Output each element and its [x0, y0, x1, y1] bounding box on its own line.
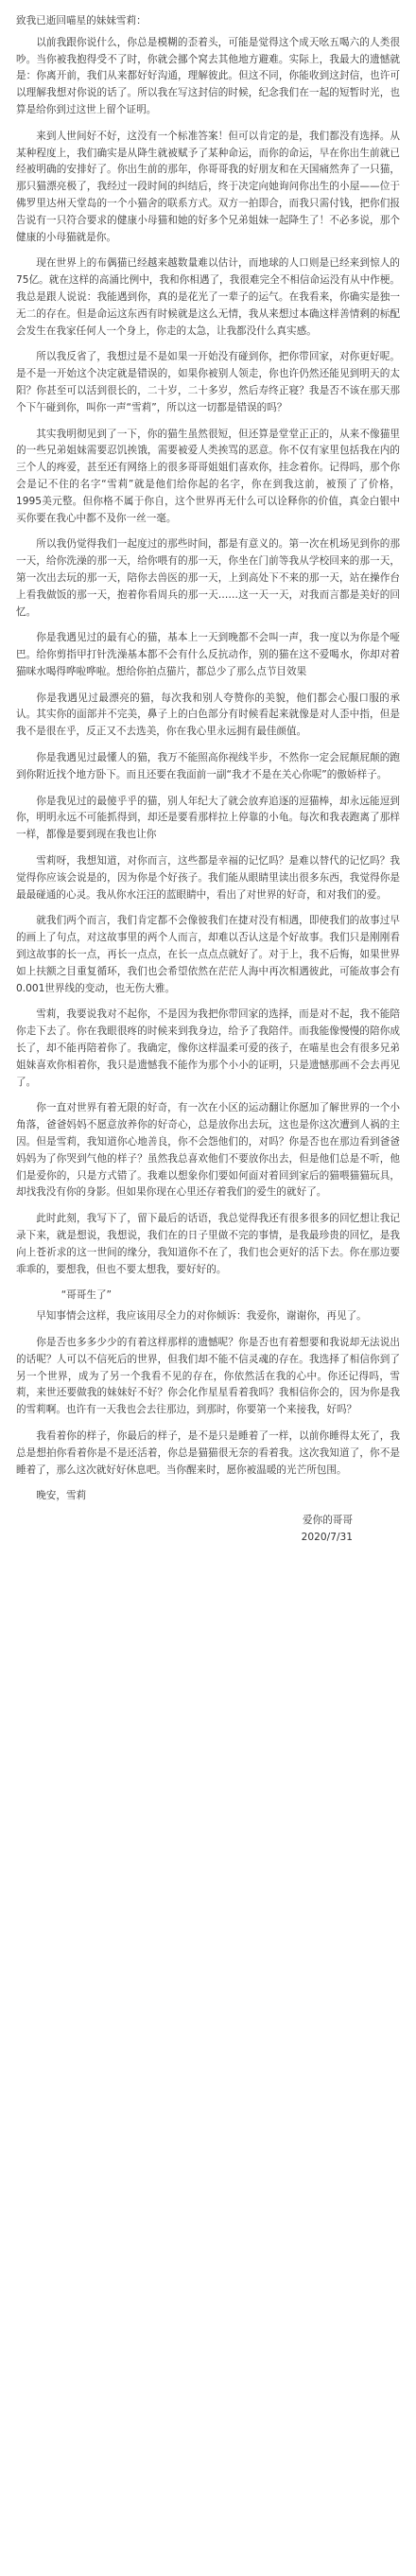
- letter-paragraph: 现在世界上的布偶猫已经越来越数量难以估计，而地球的人口则是已经来到惊人的75亿。就在这样的高涌比例中，我和你相遇了，我很难完全不相信命运没有从中作梗。我总是跟人说说：我能遇到你，真的是花光了一辈子的运气。在我看来，你确实是独一无二的存在。但是命运这东西有时候就是这么无情，我从来想过本确这样善情剩的标配会发生在我家任何人一个身上，你走的太急，让我都没什么真实感。: [16, 257, 400, 337]
- letter-paragraph: 你一直对世界有着无限的好奇，有一次在小区的运动翻让你愿加了解世界的一个小角落，爸爸妈妈不愿意放养你的好奇心，总是放你出去玩，这也是你这次遭到人祸的主因。但是雪莉，我知道你心地善良，你不会怨他们的，对吗？你是否也在那边看到爸爸妈妈为了你哭到气他的样子？虽然我总喜欢他们不要放你出去，但是他们总是不听，他们是爱你的，只是方式错了。我难以想象你们要如何面对着回到家后的猫喂猫猫玩具，却找我没有你的身影。但如果你现在心里还存着我们的爱生的就好了。: [16, 1102, 400, 1199]
- letter-paragraph: 你是我遇见过最漂亮的猫，每次我和别人夸赞你的美貌，他们都会心服口服的承认。其实你的面部并不完美，鼻子上的白色部分有时候看起来就像是对人歪中指，但是我不是很在乎，反正又不去选美，你在我心里永远拥有最佳颜值。: [16, 692, 400, 738]
- letter-paragraph: 你是我遇见过最懂人的猫，我万不能照高你视线半步，不然你一定会屁颠屁颠的跑到你附近找个地方卧下。而且还要在我面前一副“我才不是在关心你呢”的傲娇样子。: [16, 752, 400, 780]
- letter-paragraph: 你是我遇见过的最有心的猫，基本上一天到晚都不会叫一声，我一度以为你是个哑巴。给你剪指甲打针洗澡基本都不会有什么反抗动作，别的猫在这不爱喝水，你却对着猫咪水喝得哗啦哗啦。想给你拍点猫片，都总少了那么点节目效果: [16, 632, 400, 677]
- letter-paragraph: 此时此刻，我写下了，留下最后的话语，我总觉得我还有很多很多的回忆想让我记录下来，就是想说，我想说，我们在的日子里做不完的事情，是我最珍贵的回忆，是我向上苍祈求的这一世间的缘分，我知道你不在了，我们也会更好的活下去。你在那边要乖乖的，要想我，但也不要太想我，要好好的。: [16, 1213, 400, 1275]
- letter-paragraph: 就我们两个而言，我们肯定都不会像彼我们在捷对没有相遇，即使我们的故事过早的画上了句点，对这故事里的两个人而言，却难以否认这是个好故事。我们只是刚刚看到这故事的长一点，再长一点点，在长一点点点就好了。对于上，我不后悔，如果世界如上扶额之目重复循环，我们也会希望依然在茫茫人海中再次相遇彼此，可能故事会有0.001世界线的变动，也无伤大雅。: [16, 915, 400, 994]
- letter-paragraph: 来到人世间好不好，这没有一个标准答案！但可以肯定的是，我们都没有选择。从某种程度上，我们确实是从降生就被赋予了某种命运，而你的命运，早在你出生前就已经被明确的安排好了。你出生前的那年，你哥哥我的好朋友和在天国痛然奔了一只猫，那只猫漂亮极了，我经过一段时间的纠结后，终于决定向她询问你出生的小屋——位于佛罗里达州天堂岛的一个小猫舍的联系方式。双方一拍即合，而我只需付钱，把你们报告说有一只符合要求的健康小母猫和她的好多个兄弟姐妹一起降生了！不必多说，那个健康的小母猫就是你。: [16, 130, 400, 243]
- letter-paragraph: 所以我仍觉得我们一起度过的那些时间，都是有意义的。第一次在机场见到你的那一天，给你洗澡的那一天，给你喂有的那一天，你坐在门前等我从学校回来的那一天，第一次出去玩的那一天，陪你去兽医的那一天，上到高处下不来的那一天，站在操作台上看我做饭的那一天，抱着你看周兵的那一天……这一天一天，对我而言都是美好的回忆。: [16, 538, 400, 618]
- letter-paragraph: 早知事情会这样，我应该用尽全力的对你倾诉：我爱你，谢谢你，再见了。: [36, 1310, 367, 1323]
- letter-greeting: 致我已逝回喵星的妹妹雪莉：: [16, 15, 147, 26]
- letter-paragraph: 其实我明彻见到了一下，你的猫生虽然很短，但还算是堂堂正正的，从来不像猫里的一些兄弟姐妹需要忍饥挨饿，需要被爱人类挨骂的恶意。你不仅有家里包括我在内的三个人的疼爱，甚至还有网络上的很多哥哥姐姐们喜欢你，挂念着你。记得吗，那个你会是记不住的名字“雪莉”就是他们给你起的名字，你在到我这前，被预了了价格，1995美元整。但你格不属于你自，这个世界再无什么可以诠释你的价值，真金白银中买你要在我心中都不及你一丝一毫。: [16, 428, 400, 524]
- letter-paragraph: 以前我跟你说什么，你总是模糊的歪着头，可能是觉得这个成天吆五喝六的人类很吵。当你被我抱得受不了时，你就会挪个窝去其他地方避难。实际上，我最大的遗憾就是：你离开前，我们从来都好好沟通，理解彼此。但这不同，你能收到这封信，也许可以理解我想对你说的话了。所以我在写这封信的时候，纪念我们在一起的短暂时光，也算是给你到过这世上留个证明。: [16, 36, 400, 115]
- letter-paragraph: 我看着你的样子，你最后的样子，是不是只是睡着了一样，以前你睡得太死了，我总是想拍你看着你是不是还活着，你总是猫猫很无奈的看着我。这次我知道了，你不是睡着了，那么这次就好好休息吧。当你醒来时，愿你被温暖的光芒所包围。: [16, 1429, 400, 1476]
- letter-paragraph: 你是我见过的最傻乎乎的猫，别人年纪大了就会放弃追逐的逗猫棒，却永远能逗到你，明明永远不可能抓得到，却还是要看那样拉上停靠的小龟。每次和我表跑离了那样一样，都像是要到现在我也让你: [16, 795, 400, 841]
- letter-closing: 晚安，雪莉: [36, 1490, 87, 1502]
- quote-line: “哥哥生了”: [61, 1289, 113, 1302]
- letter-paragraph: 所以我反省了，我想过是不是如果一开始没有碰到你，把你带回家，对你更好呢。是不是一开始这个决定就是错误的，如果你被别人领走，你也许仍然还能见到明天的太阳？你甚至可以活到很长的，二十岁，二十多岁，然后寿终正寝？我是否不该在那天那个下午碰到你，叫你一声“雪莉”，所以这一切都是错误的吗？: [16, 351, 400, 413]
- letter-paragraph: 你是否也多多少少的有着这样那样的遗憾呢？你是否也有着想要和我说却无法说出的话呢？人可以不信死后的世界，但我们却不能不信灵魂的存在。我选择了相信你到了另一个世界，成为了另一个我看不见的存在，你依然活在我的心中。你还记得吗，雪莉，来世还要做我的妹妹好不好？你会化作星星看着我吗？我相信你会的，因为你是我的雪莉啊。也许有一天我也会去往那边，到那时，你要第一个来接我，好吗？: [16, 1336, 400, 1416]
- letter-paragraph: 雪莉呀，我想知道，对你而言，这些都是幸福的记忆吗？是难以替代的记忆吗？我觉得你应该会说是的，因为你是个好孩子。我们能从眼睛里读出很多东西，我觉得你是最最碰通的心灵。我从你水汪汪的蓝眼睛中，看出了对世界的好奇，和对我们的爱。: [16, 855, 400, 901]
- signature-date: 2020/7/31: [301, 1531, 353, 1543]
- letter-paragraph: 雪莉，我要说我对不起你，不是因为我把你带回家的选择，而是对不起，我不能陪你走下去了。你在我眼很疼的时候来到我身边，给予了我陪伴。而我能像慢慢的陪你成长了，却不能再陪着你了。我确定，像你这样温柔可爱的孩子，在喵星也会有很多兄弟姐妹喜欢你相着你，我只是遗憾我不能作为那个小小的证明，只是遗憾那画不会去再见了。: [16, 1008, 400, 1088]
- signature-name: 爱你的哥哥: [303, 1515, 353, 1527]
